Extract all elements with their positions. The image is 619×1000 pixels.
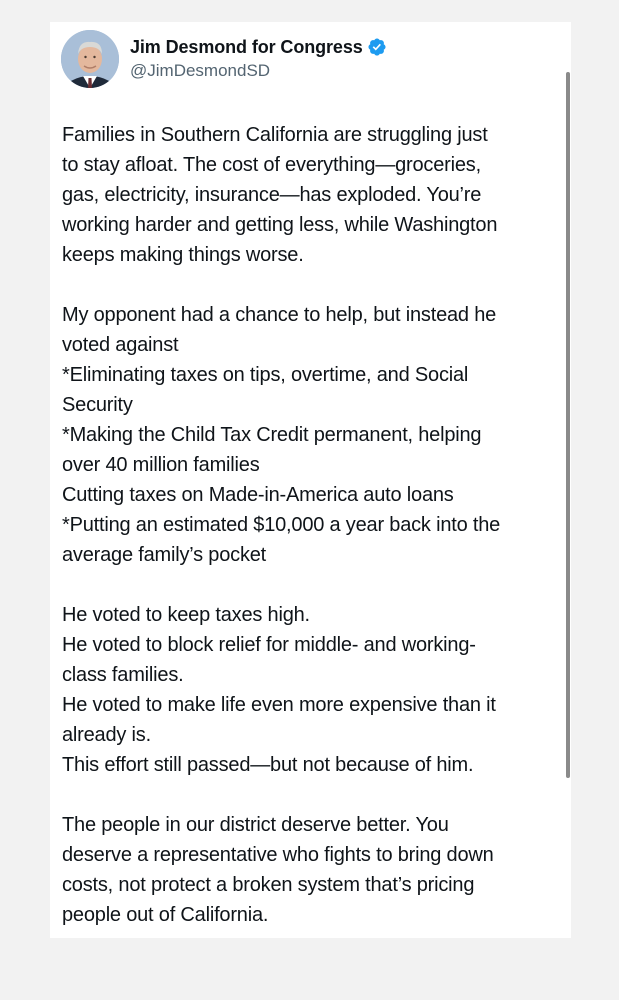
avatar-portrait-icon <box>61 30 119 88</box>
post-text-line: already is. <box>62 724 151 746</box>
post-text-line: He voted to block relief for middle- and working- <box>62 634 476 656</box>
post-paragraph <box>62 300 571 570</box>
verified-badge-icon[interactable] <box>367 37 387 57</box>
avatar[interactable] <box>61 30 119 88</box>
post-text-line: keeps making things worse. <box>62 244 304 266</box>
post-paragraph <box>62 600 571 780</box>
post-text-line: Cutting taxes on Made-in-America auto loans <box>62 484 454 506</box>
post-text-line: average family’s pocket <box>62 544 267 566</box>
post-text-line: Security <box>62 394 133 416</box>
post-text-line: He voted to keep taxes high. <box>62 604 310 626</box>
post-header <box>61 30 541 90</box>
post-text-line: Families in Southern California are struggling just <box>62 124 488 146</box>
post-text-line: He voted to make life even more expensive than it <box>62 694 496 716</box>
post-text-line: class families. <box>62 664 184 686</box>
author-names <box>130 36 387 81</box>
post-text-line: gas, electricity, insurance—has exploded. You’re <box>62 184 482 206</box>
post-text-line: *Eliminating taxes on tips, overtime, and Social <box>62 364 469 386</box>
post-text-line: My opponent had a chance to help, but instead he <box>62 304 497 326</box>
post-text-line: working harder and getting less, while Washington <box>62 214 498 236</box>
post-paragraph <box>62 810 571 930</box>
post-text-line: costs, not protect a broken system that’s pricing <box>62 874 475 896</box>
post-text-line: to stay afloat. The cost of everything—groceries, <box>62 154 481 176</box>
post-paragraph <box>62 120 571 270</box>
post-text-line: over 40 million families <box>62 454 260 476</box>
author-display-name[interactable]: Jim Desmond for Congress <box>130 36 363 57</box>
post-text <box>62 120 571 930</box>
author-handle[interactable]: @JimDesmondSD <box>130 61 271 80</box>
post-text-line: This effort still passed—but not because of him. <box>62 754 474 776</box>
post-text-line: *Putting an estimated $10,000 a year back into the <box>62 514 501 536</box>
post-text-line: people out of California. <box>62 904 269 926</box>
post-card <box>50 22 571 938</box>
post-text-line: voted against <box>62 334 179 356</box>
scrollbar[interactable] <box>566 72 570 778</box>
display-name-row <box>130 36 387 58</box>
post-text-line: deserve a representative who fights to bring down <box>62 844 494 866</box>
post-text-line: *Making the Child Tax Credit permanent, helping <box>62 424 482 446</box>
post-text-line: The people in our district deserve better. You <box>62 814 449 836</box>
